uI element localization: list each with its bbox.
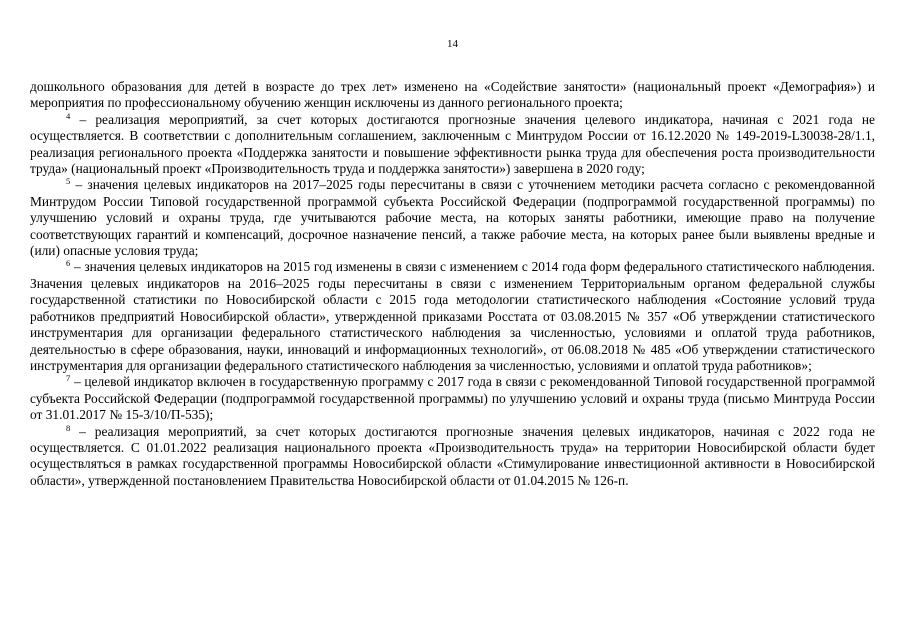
footnote-5 — [30, 177, 875, 259]
footnote-marker: 5 — [66, 176, 71, 187]
footnote-marker: 7 — [66, 373, 71, 384]
footnote-text: – значения целевых индикаторов на 2017–2025 годы пересчитаны в связи с уточнением методики расчета согласно с рекомендованной Минтрудом России Типовой государственной программой субъекта Российской Федерации (подпрограммой государственной программы) по улучшению условий и охраны труда, где учитываются рабочие места, на которых заняты работники, имеющие право на получение соответствующих гарантий и компенсаций, досрочное назначение пенсий, а также рабочие места, на которых ранее были выявлены вредные и (или) опасные условия труда; — [30, 177, 875, 259]
document-body — [30, 79, 875, 489]
footnote-8 — [30, 424, 875, 490]
footnote-text: – значения целевых индикаторов на 2015 год изменены в связи с изменением с 2014 года форм федерального статистического наблюдения. Значения целевых индикаторов на 2016–2025 годы пересчитаны в связи с изменением Территориальным органом федеральной службы государственной статистики по Новосибирской области с 2015 года методологии статистического наблюдения «Состояние условий труда работников предприятий Новосибирской области», утвержденной приказами Росстата от 03.08.2015 № 357 «Об утверждении статистического инструментария для организации федерального статистического наблюдения за численностью, условиями и оплатой труда работников, деятельностью в сфере образования, науки, инноваций и информационных технологий», от 06.08.2018 № 485 «Об утверждении статистического инструментария для организации федерального статистического наблюдения за численностью, условиями и оплатой труда работников»; — [30, 259, 875, 373]
footnote-text: – реализация мероприятий, за счет которых достигаются прогнозные значения целевого индикатора, начиная с 2021 года не осуществляется. В соответствии с дополнительным соглашением, заключенным с Минтрудом России от 16.12.2020 № 149-2019-L30038-28/1.1, реализация регионального проекта «Поддержка занятости и повышение эффективности рынка труда для обеспечения роста производительности труда» (национальный проект «Производительность труда и поддержка занятости») завершена в 2020 году; — [30, 111, 875, 177]
footnote-marker: 8 — [66, 422, 71, 433]
footnote-text: – целевой индикатор включен в государственную программу с 2017 года в связи с рекомендованной Типовой государственной программой субъекта Российской Федерации (подпрограммой государственной программы) по улучшению условий и охраны труда (письмо Минтруда России от 31.01.2017 № 15-3/10/П-535); — [30, 374, 875, 423]
footnote-marker: 4 — [66, 110, 71, 121]
page-number: 14 — [447, 38, 458, 50]
paragraph-text: дошкольного образования для детей в возрасте до трех лет» изменено на «Содействие занятости» (национальный проект «Демография») и мероприятия по профессиональному обучению женщин исключены из данного регионального проекта; — [30, 79, 875, 111]
footnote-marker: 6 — [66, 258, 71, 269]
footnote-text: – реализация мероприятий, за счет которых достигаются прогнозные значения целевых индикаторов, начиная с 2022 года не осуществляется. С 01.01.2022 реализация национального проекта «Производительность труда» на территории Новосибирской области будет осуществляться в рамках государственной программы Новосибирской области «Стимулирование инвестиционной активности в Новосибирской области», утвержденной постановлением Правительства Новосибирской области от 01.04.2015 № 126-п. — [30, 423, 875, 488]
footnote-6 — [30, 259, 875, 374]
footnote-7 — [30, 374, 875, 423]
footnote-4 — [30, 112, 875, 178]
paragraph-continuation — [30, 79, 875, 112]
